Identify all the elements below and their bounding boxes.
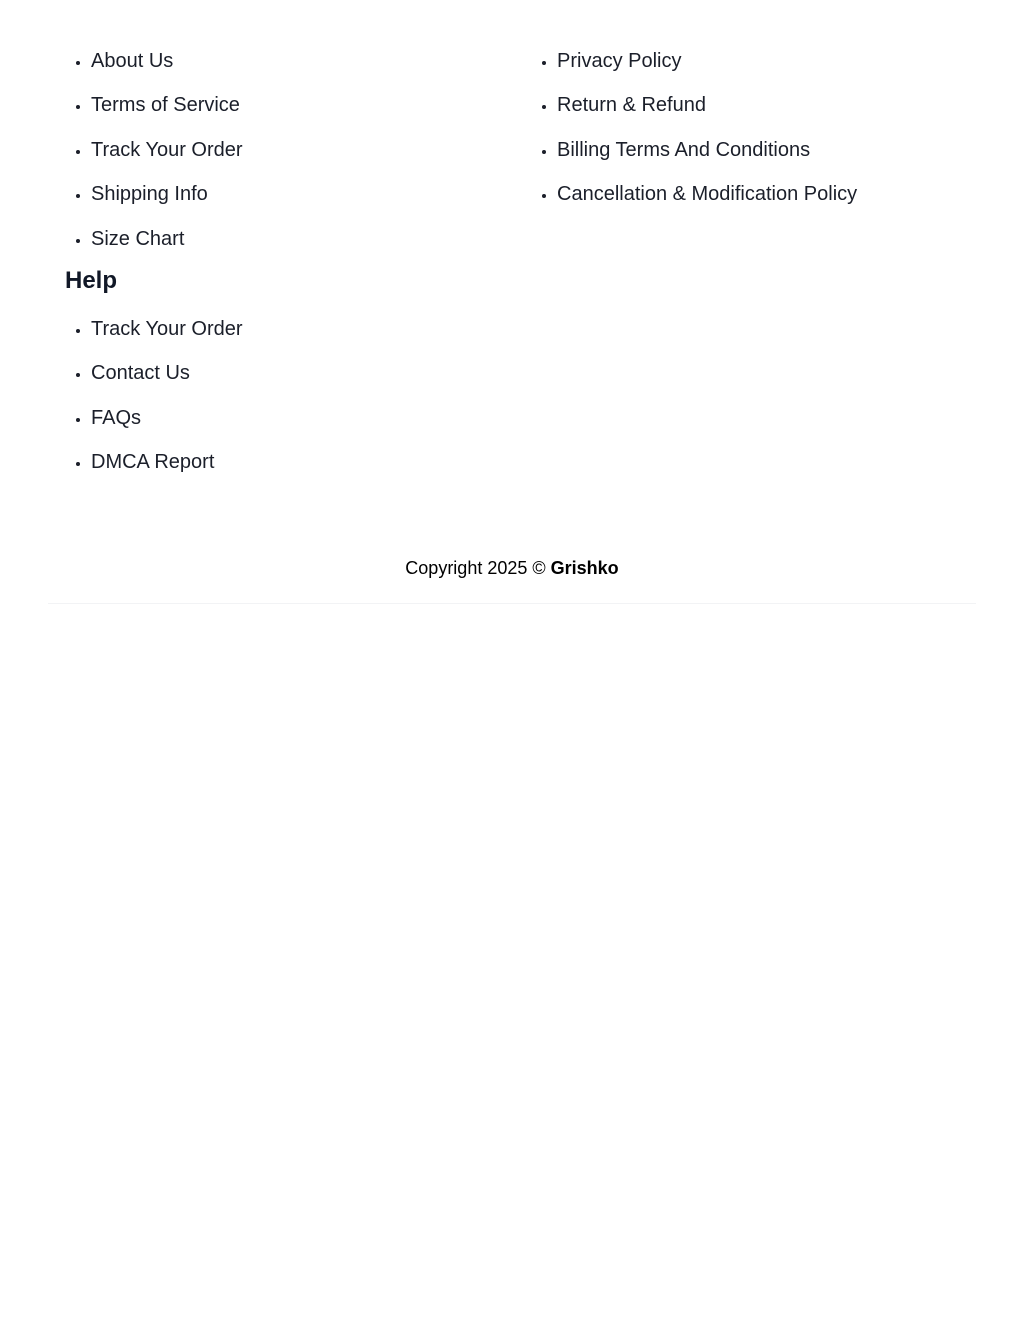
- footer-link-item: [557, 182, 857, 226]
- terms-of-service-link[interactable]: Terms of Service: [91, 94, 240, 117]
- help-link-item: [91, 361, 243, 405]
- footer-links-left: [0, 49, 243, 271]
- footer-divider: [48, 603, 976, 604]
- footer-link-item: [91, 182, 243, 226]
- help-link-item: [91, 317, 243, 361]
- help-track-your-order-link[interactable]: Track Your Order: [91, 318, 243, 340]
- privacy-policy-link[interactable]: Privacy Policy: [557, 50, 682, 72]
- footer-link-item: [91, 138, 243, 182]
- faqs-link[interactable]: FAQs: [91, 406, 142, 429]
- size-chart-link[interactable]: Size Chart: [91, 227, 185, 250]
- help-link-item: [91, 450, 243, 494]
- contact-us-link[interactable]: Contact Us: [91, 362, 190, 385]
- footer-link-item: [557, 93, 857, 137]
- track-your-order-link[interactable]: Track Your Order: [91, 138, 243, 161]
- about-us-link[interactable]: About Us: [91, 50, 174, 72]
- cancellation-policy-link[interactable]: Cancellation & Modification Policy: [557, 183, 858, 206]
- footer-links-right: [466, 49, 857, 227]
- help-links: [0, 317, 243, 495]
- copyright-prefix: Copyright 2025 ©: [405, 558, 546, 578]
- help-heading: Help: [65, 267, 118, 294]
- copyright-brand: Grishko: [550, 558, 619, 578]
- footer-link-item: [557, 49, 857, 93]
- footer-link-item: [91, 93, 243, 137]
- dmca-report-link[interactable]: DMCA Report: [91, 451, 215, 474]
- return-refund-link[interactable]: Return & Refund: [557, 94, 706, 117]
- shipping-info-link[interactable]: Shipping Info: [91, 183, 208, 206]
- footer-link-item: [557, 138, 857, 182]
- help-link-item: [91, 406, 243, 450]
- copyright-text: [0, 556, 1024, 580]
- billing-terms-link[interactable]: Billing Terms And Conditions: [557, 138, 811, 161]
- footer-link-item: [91, 49, 243, 93]
